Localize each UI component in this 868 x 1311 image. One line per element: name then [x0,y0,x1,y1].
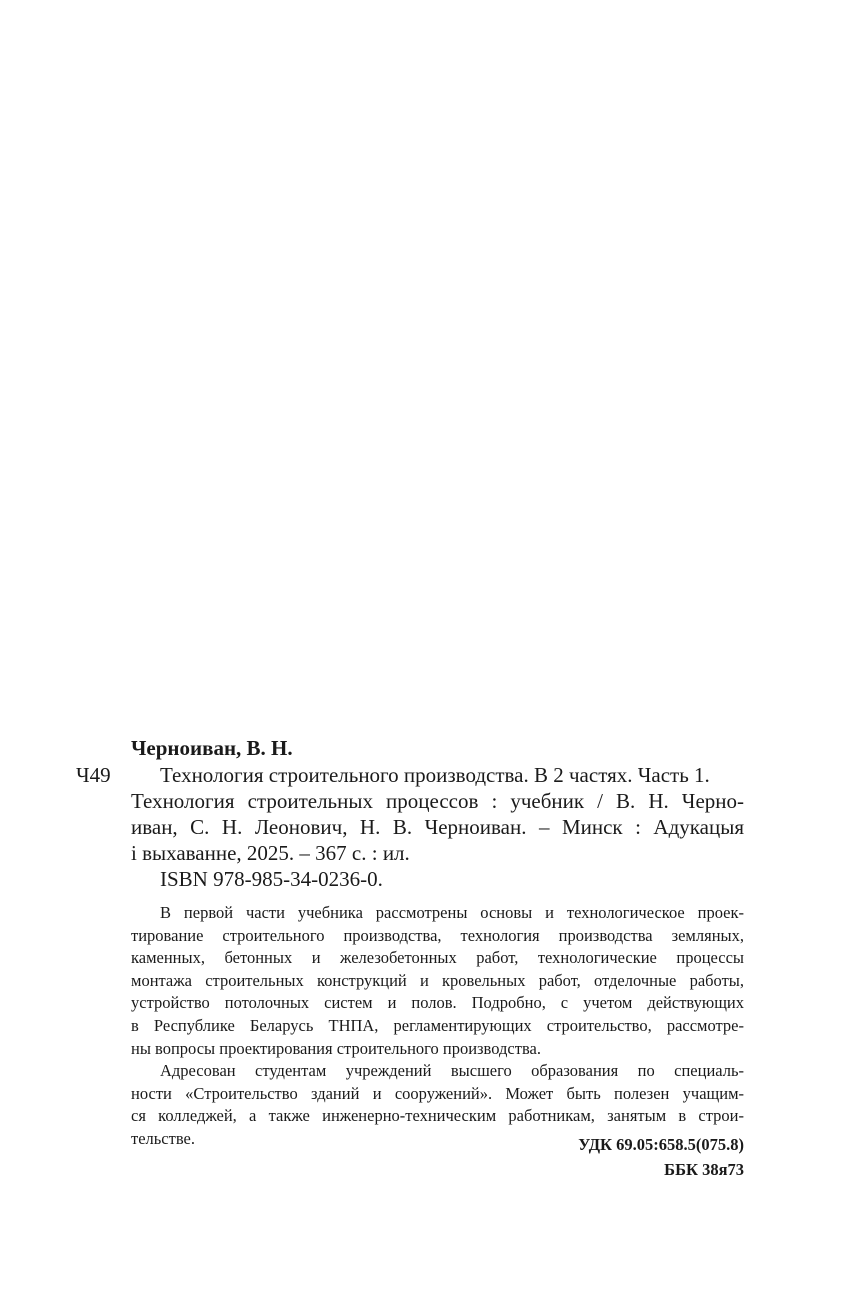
annotation-line: каменных, бетонных и железобетонных работ, технологические процессы [131,948,744,968]
title-line: Технология строительного производства. В 2 частях. Часть 1. [160,763,710,787]
annotation [131,902,744,1151]
title-line: Технология строительных процессов : учебник / В. Н. Черно- [131,789,744,813]
annotation-line: тирование строительного производства, технология производства земляных, [131,925,744,945]
annotation-line: монтажа строительных конструкций и кровельных работ, отделочные работы, [131,970,744,990]
annotation-line: устройство потолочных систем и полов. Подробно, с учетом действующих [131,993,744,1013]
classification-indexes [578,1132,744,1182]
bibliographic-description [131,762,744,892]
imprint-line: і выхаванне, 2025. – 367 с. : ил. [131,841,410,865]
author-sign-code: Ч49 [76,763,111,787]
annotation-line: тельстве. [131,1128,195,1148]
annotation-line: ся колледжей, а также инженерно-техническим работникам, занятым в строи- [131,1106,744,1126]
title-line: иван, С. Н. Леонович, Н. В. Черноиван. – Минск : Адукацыя [131,815,744,839]
annotation-line: Адресован студентам учреждений высшего образования по специаль- [160,1061,744,1081]
annotation-line: ны вопросы проектирования строительного производства. [131,1038,541,1058]
annotation-line: ности «Строительство зданий и сооружений». Может быть полезен учащим- [131,1083,744,1103]
annotation-line: в Республике Беларусь ТНПА, регламентирующих строительство, рассмотре- [131,1015,744,1035]
author-heading: Черноиван, В. Н. [131,736,293,760]
annotation-line: В первой части учебника рассмотрены основы и технологическое проек- [160,903,744,922]
bbk-index: ББК 38я73 [664,1160,744,1179]
udk-index: УДК 69.05:658.5(075.8) [578,1135,744,1154]
isbn-line: ISBN 978-985-34-0236-0. [160,867,383,891]
